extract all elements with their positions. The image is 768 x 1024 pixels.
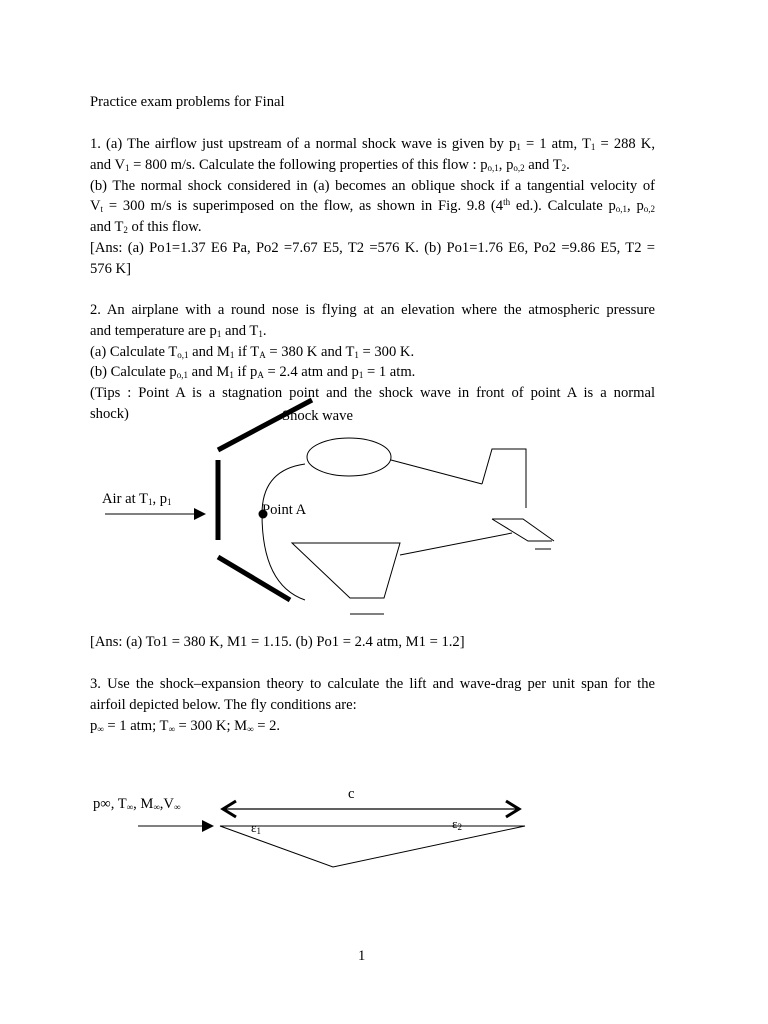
problem-2-answer: [Ans: (a) To1 = 380 K, M1 = 1.15. (b) Po1 = 2.4 atm, M1 = 1.2] <box>90 634 465 650</box>
freestream-arrow-head <box>202 820 214 832</box>
title-text: Practice exam problems for Final <box>90 94 285 110</box>
problem-2-line-2: and temperature are $p_1$ and $T_1$. <box>90 322 267 339</box>
page-number: 1 <box>358 948 366 964</box>
chord-label: c <box>348 786 355 802</box>
air-inflow-label: Air at $T_1$, $p_1$ <box>102 491 172 507</box>
epsilon-2-label: $\varepsilon_2$ <box>452 816 462 832</box>
problem-1b-line-1: (b) The normal shock considered in (a) becomes an oblique shock if a tangential velocity of <box>90 177 655 194</box>
problem-3-line-2: airfoil depicted below. The fly conditions are: <box>90 696 357 713</box>
problem-3-line-1: 3. Use the shock–expansion theory to calculate the lift and wave-drag per unit span for the <box>90 676 655 692</box>
freestream-conditions-label: p∞, $T_\infty$, $M_\infty,V_\infty$ <box>93 796 181 812</box>
problem-2b-line: (b) Calculate $p_{o,1}$ and $M_1$ if $p_A = 2.4$ atm and $p_1 = 1$ atm. <box>90 364 416 381</box>
problem-2-tips-line-2: shock) <box>90 405 129 422</box>
problem-1-answer-line-2: 576 K] <box>90 260 131 277</box>
problem-1b-line-2: $V_t = 300$ m/s is superimposed on the flow, as shown in Fig. 9.8 (4th ed.). Calculate $p_{o,1}$, $p_{o,2}$ <box>90 197 655 215</box>
point-a-label: Point A <box>262 502 307 518</box>
problem-2a-line: (a) Calculate $T_{o,1}$ and $M_1$ if $T_A = 380$ K and $T_1 = 300$ K. <box>90 343 415 360</box>
problem-3-conditions: $p_\infty = 1$ atm; $T_\infty = 300$ K; $M_\infty = 2$. <box>90 717 281 734</box>
epsilon-1-label: $\varepsilon_1$ <box>251 820 261 836</box>
problem-2-line-1: 2. An airplane with a round nose is flying at an elevation where the atmospheric pressure <box>90 302 655 318</box>
problem-1a-line-2: and $V_1 = 800$ m/s. Calculate the following properties of this flow : $p_{o,1}$, $p_{o,2}$ and $T_2$. <box>90 156 570 173</box>
problem-2-tips-line-1: (Tips : Point A is a stagnation point and the shock wave in front of point A is a normal <box>90 385 655 402</box>
airfoil-shape <box>220 826 525 867</box>
problem-1b-line-3: and $T_2$ of this flow. <box>90 219 202 236</box>
shock-wave-label: Shock wave <box>282 408 353 424</box>
problem-1-answer-line-1: [Ans: (a) Po1=1.37 E6 Pa, Po2 =7.67 E5, T2 =576 K. (b) Po1=1.76 E6, Po2 =9.86 E5, T2 = <box>90 239 655 256</box>
problem-1a-line-1: 1. (a) The airflow just upstream of a normal shock wave is given by $p_1 = 1$ atm, $T_1 = 288$ K, <box>90 136 655 152</box>
